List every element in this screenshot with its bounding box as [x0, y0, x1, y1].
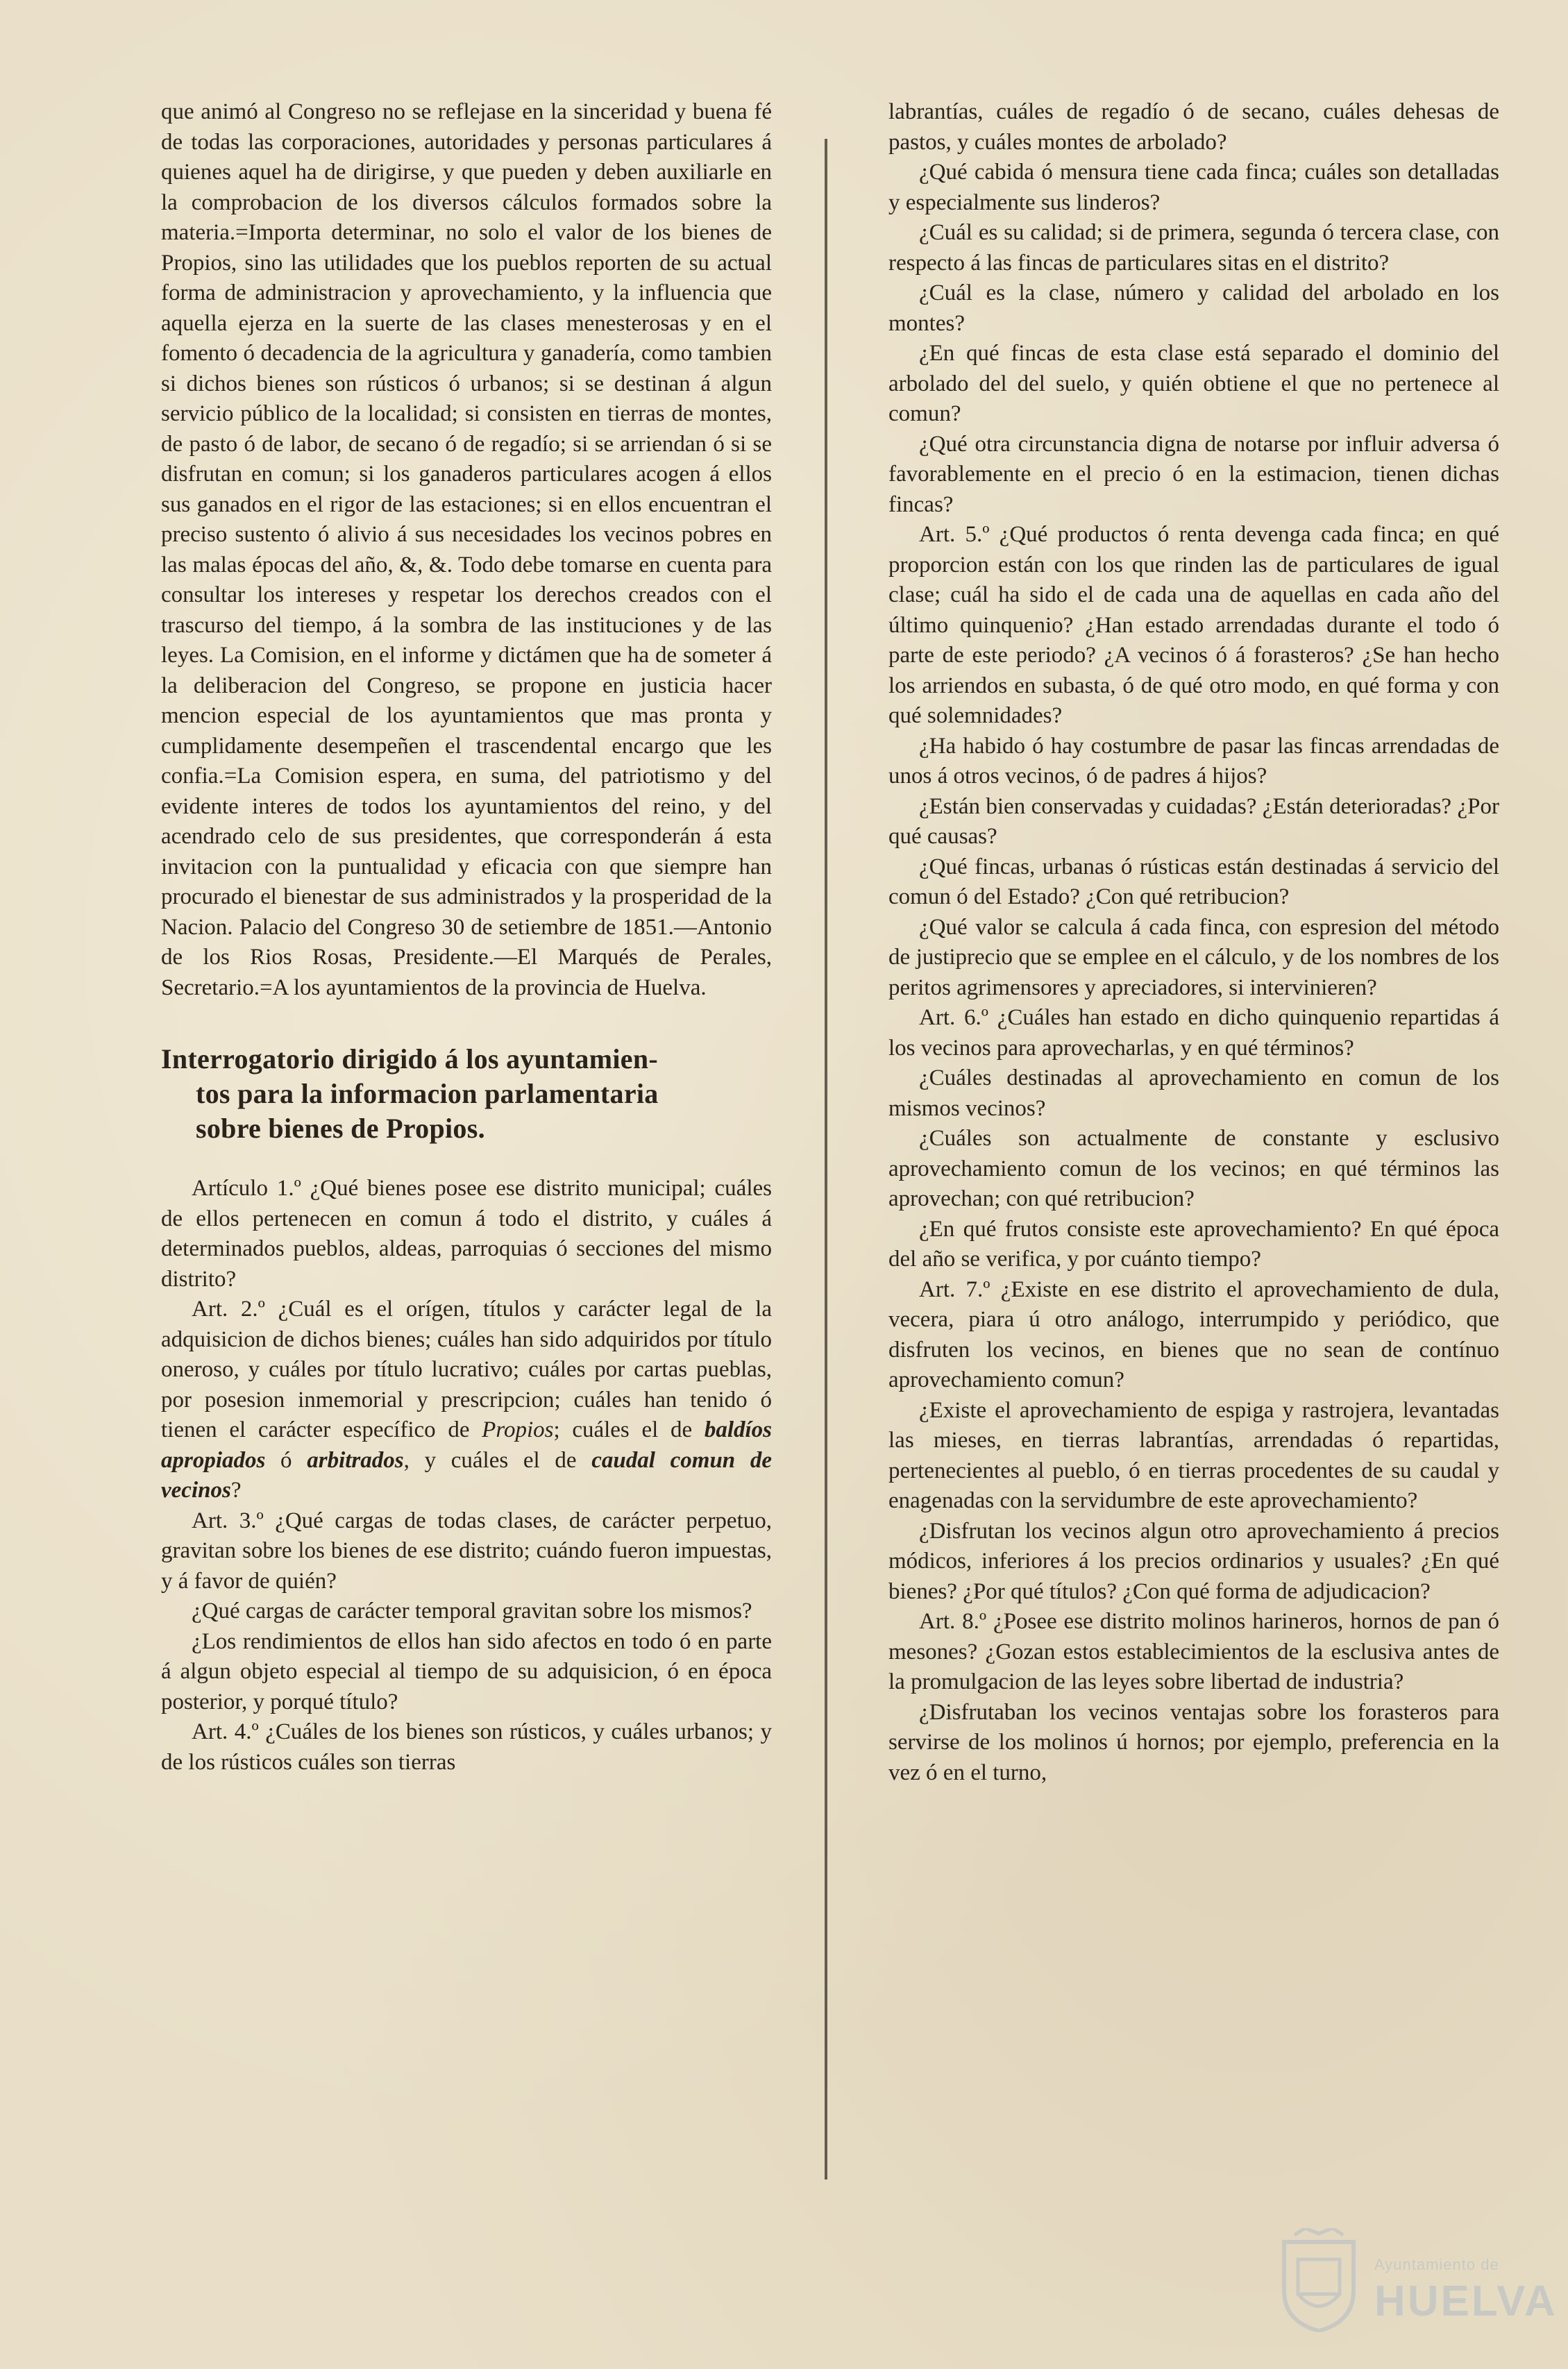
article-5-conservadas: ¿Están bien conservadas y cuidadas? ¿Están deterioradas? ¿Por qué causas? — [888, 793, 1499, 849]
article-2-text-d: , y cuáles el de — [403, 1447, 592, 1473]
article-3-rendimientos: ¿Los rendimientos de ellos han sido afectos en todo ó en parte á algun objeto especial al tiempo de su adquisicion, ó en época posterior, y porqué título? — [161, 1628, 772, 1714]
watermark-big-text: HUELVA — [1374, 2277, 1558, 2325]
article-6-comun: ¿Cuáles destinadas al aprovechamiento en comun de los mismos vecinos? — [888, 1065, 1499, 1121]
article-5: Art. 5.º ¿Qué productos ó renta devenga cada finca; en qué proporcion están con los que rinden las de particulares de igual clase; cuál ha sido el de cada una de aquellas en cada año del último quinquenio? ¿Han estado arrendadas durante el todo ó parte de este periodo? ¿A vecinos ó á forasteros? ¿Se han hecho los arriendos en subasta, ó de qué otro modo, en qué forma y con qué solemnidades? — [888, 522, 1499, 728]
resolution-text: que animó al Congreso no se reflejase en la sinceridad y buena fé de todas las corporaciones, autoridades y personas particulares á quienes aquel ha de dirigirse, y que pueden y deben auxiliarle en la comprobacion de los diversos cálculos formados sobre la materia.=Importa determinar, no solo el valor de los bienes de Propios, sino las utilidades que los pueblos reporten de su actual forma de administracion y aprovechamiento, y la influencia que aquella ejerza en la suerte de las clases menesterosas y en el fomento ó decadencia de la agricultura y ganadería, como tambien si dichos bienes son rústicos ó urbanos; si se destinan á algun servicio público de la localidad; si consisten en tierras de montes, de pasto ó de labor, de secano ó de regadío; si se arriendan ó si se disfrutan en comun; si los ganaderos particulares acogen á ellos sus ganados en el rigor de las estaciones; si en ellos encuentran el preciso sustento ó alivio á sus necesidades los vecinos pobres en las malas épocas del año, &, &. Todo debe tomarse en cuenta para consultar los intereses y respetar los derechos creados con el trascurso del tiempo, á la sombra de las instituciones y de las leyes. La Comision, en el informe y dictámen que ha de someter á la deliberacion del Congreso, se propone en justicia hacer mencion especial de los ayuntamientos que mas pronta y cumplidamente desempeñen el trascendental encargo que les confia.=La Comision espera, en suma, del patriotismo y del evidente interes de todos los ayuntamientos del reino, y del acendrado celo de sus presidentes, que corresponderán á esta invitacion con la puntualidad y eficacia con que siempre han procurado el bienestar de sus administrados y la prosperidad de la Nacion. Palacio del Congreso 30 de setiembre de 1851.—Antonio de los Rios Rosas, Presidente.—El Marqués de Perales, Secretario.=A los ayuntamientos de la provincia de Huelva. — [161, 99, 772, 1000]
article-4: Art. 4.º ¿Cuáles de los bienes son rústicos, y cuáles urbanos; y de los rústicos cuáles son tierras — [161, 1719, 772, 1775]
left-column — [161, 97, 772, 1778]
heading-line-1: Interrogatorio dirigido á los ayuntamien- — [161, 1043, 658, 1074]
article-5-destinadas: ¿Qué fincas, urbanas ó rústicas están destinadas á servicio del comun ó del Estado? ¿Con qué retribucion? — [888, 854, 1499, 909]
watermark-small-text: Ayuntamiento de — [1374, 2256, 1499, 2273]
article-4-continued: labrantías, cuáles de regadío ó de secano, cuáles dehesas de pastos, y cuáles montes de arbolado? — [888, 99, 1499, 155]
article-3: Art. 3.º ¿Qué cargas de todas clases, de carácter perpetuo, gravitan sobre los bienes de ese distrito; cuándo fueron impuestas, y á favor de quién? — [161, 1508, 772, 1594]
article-4-circunstancia: ¿Qué otra circunstancia digna de notarse por influir adversa ó favorablemente en el precio ó en la estimacion, tienen dichas fincas? — [888, 431, 1499, 517]
huelva-watermark — [1277, 2221, 1558, 2346]
article-2-text-e: ? — [230, 1478, 242, 1503]
article-4-calidad: ¿Cuál es su calidad; si de primera, segunda ó tercera clase, con respecto á las fincas de particulares sitas en el distrito? — [888, 220, 1499, 276]
right-column — [888, 97, 1499, 1788]
article-6-frutos: ¿En qué frutos consiste este aprovechamiento? En qué época del año se verifica, y por cuánto tiempo? — [888, 1216, 1499, 1272]
article-2-arbitrados: arbitrados — [307, 1447, 404, 1473]
article-7-espiga: ¿Existe el aprovechamiento de espiga y rastrojera, levantadas las mieses, en tierras labrantías, arrendadas ó repartidas, pertenecientes al pueblo, ó en tierras procedentes de su caudal y enagenadas con la servidumbre de este aprovechamiento? — [888, 1397, 1499, 1513]
article-7: Art. 7.º ¿Existe en ese distrito el aprovechamiento de dula, vecera, piara ú otro análogo, interrumpido y periódico, que disfruten los vecinos, en bienes que no sean de contínuo aprovechamiento comun? — [888, 1276, 1499, 1392]
article-7-precios: ¿Disfrutan los vecinos algun otro aprovechamiento á precios módicos, inferiores á los precios ordinarios y usuales? ¿En qué bienes? ¿Por qué títulos? ¿Con qué forma de adjudicacion? — [888, 1518, 1499, 1604]
article-6-esclusivo: ¿Cuáles son actualmente de constante y esclusivo aprovechamiento comun de los vecinos; en qué términos las aprovechan; con qué retribucion? — [888, 1126, 1499, 1211]
article-4-dominio: ¿En qué fincas de esta clase está separado el dominio del arbolado del del suelo, y quién obtiene el que no pertenece al comun? — [888, 341, 1499, 426]
heading-line-2: tos para la informacion parlamentaria — [196, 1078, 659, 1109]
column-divider — [825, 139, 827, 2180]
city-shield-icon — [1277, 2228, 1360, 2332]
article-2-caudal: caudal comun de vecinos — [161, 1447, 772, 1503]
article-2-text-b: ; cuáles el de — [553, 1417, 705, 1442]
article-5-costumbre: ¿Ha habido ó hay costumbre de pasar las fincas arrendadas de unos á otros vecinos, ó de padres á hijos? — [888, 733, 1499, 789]
article-3-temporal: ¿Qué cargas de carácter temporal gravitan sobre los mismos? — [192, 1599, 752, 1624]
interrogatorio-heading — [161, 1042, 772, 1146]
article-4-arbolado: ¿Cuál es la clase, número y calidad del arbolado en los montes? — [888, 280, 1499, 336]
article-8-ventajas: ¿Disfrutaban los vecinos ventajas sobre los forasteros para servirse de los molinos ú hornos; por ejemplo, preferencia en la vez ó en el turno, — [888, 1699, 1499, 1785]
article-1: Artículo 1.º ¿Qué bienes posee ese distrito municipal; cuáles de ellos pertenecen en comun á todo el distrito, y cuáles á determinados pueblos, aldeas, parroquias ó secciones del mismo distrito? — [161, 1176, 772, 1292]
article-8: Art. 8.º ¿Posee ese distrito molinos harineros, hornos de pan ó mesones? ¿Gozan estos establecimientos de la esclusiva antes de la promulgacion de las leyes sobre libertad de industria? — [888, 1609, 1499, 1694]
article-6: Art. 6.º ¿Cuáles han estado en dicho quinquenio repartidas á los vecinos para aprovecharlas, y en qué términos? — [888, 1005, 1499, 1061]
article-2-baldios: baldíos apropiados — [161, 1417, 772, 1473]
article-5-valor: ¿Qué valor se calcula á cada finca, con espresion del método de justiprecio que se emplee en el cálculo, y de los nombres de los peritos agrimensores y apreciadores, si intervinieren? — [888, 914, 1499, 1000]
article-2-propios: Propios — [482, 1417, 554, 1442]
article-2-text-c: ó — [265, 1447, 307, 1473]
article-2-text-a: Art. 2.º ¿Cuál es el orígen, títulos y carácter legal de la adquisicion de dichos bienes; cuáles han sido adquiridos por título oneroso, y cuáles por título lucrativo; cuáles por cartas pueblas, por posesion inmemorial y prescripcion; cuáles han tenido ó tienen el carácter específico de — [161, 1297, 772, 1442]
article-4-cabida: ¿Qué cabida ó mensura tiene cada finca; cuáles son detalladas y especialmente sus linderos? — [888, 160, 1499, 215]
heading-line-3: sobre bienes de Propios. — [196, 1113, 485, 1144]
article-2 — [161, 1295, 772, 1506]
